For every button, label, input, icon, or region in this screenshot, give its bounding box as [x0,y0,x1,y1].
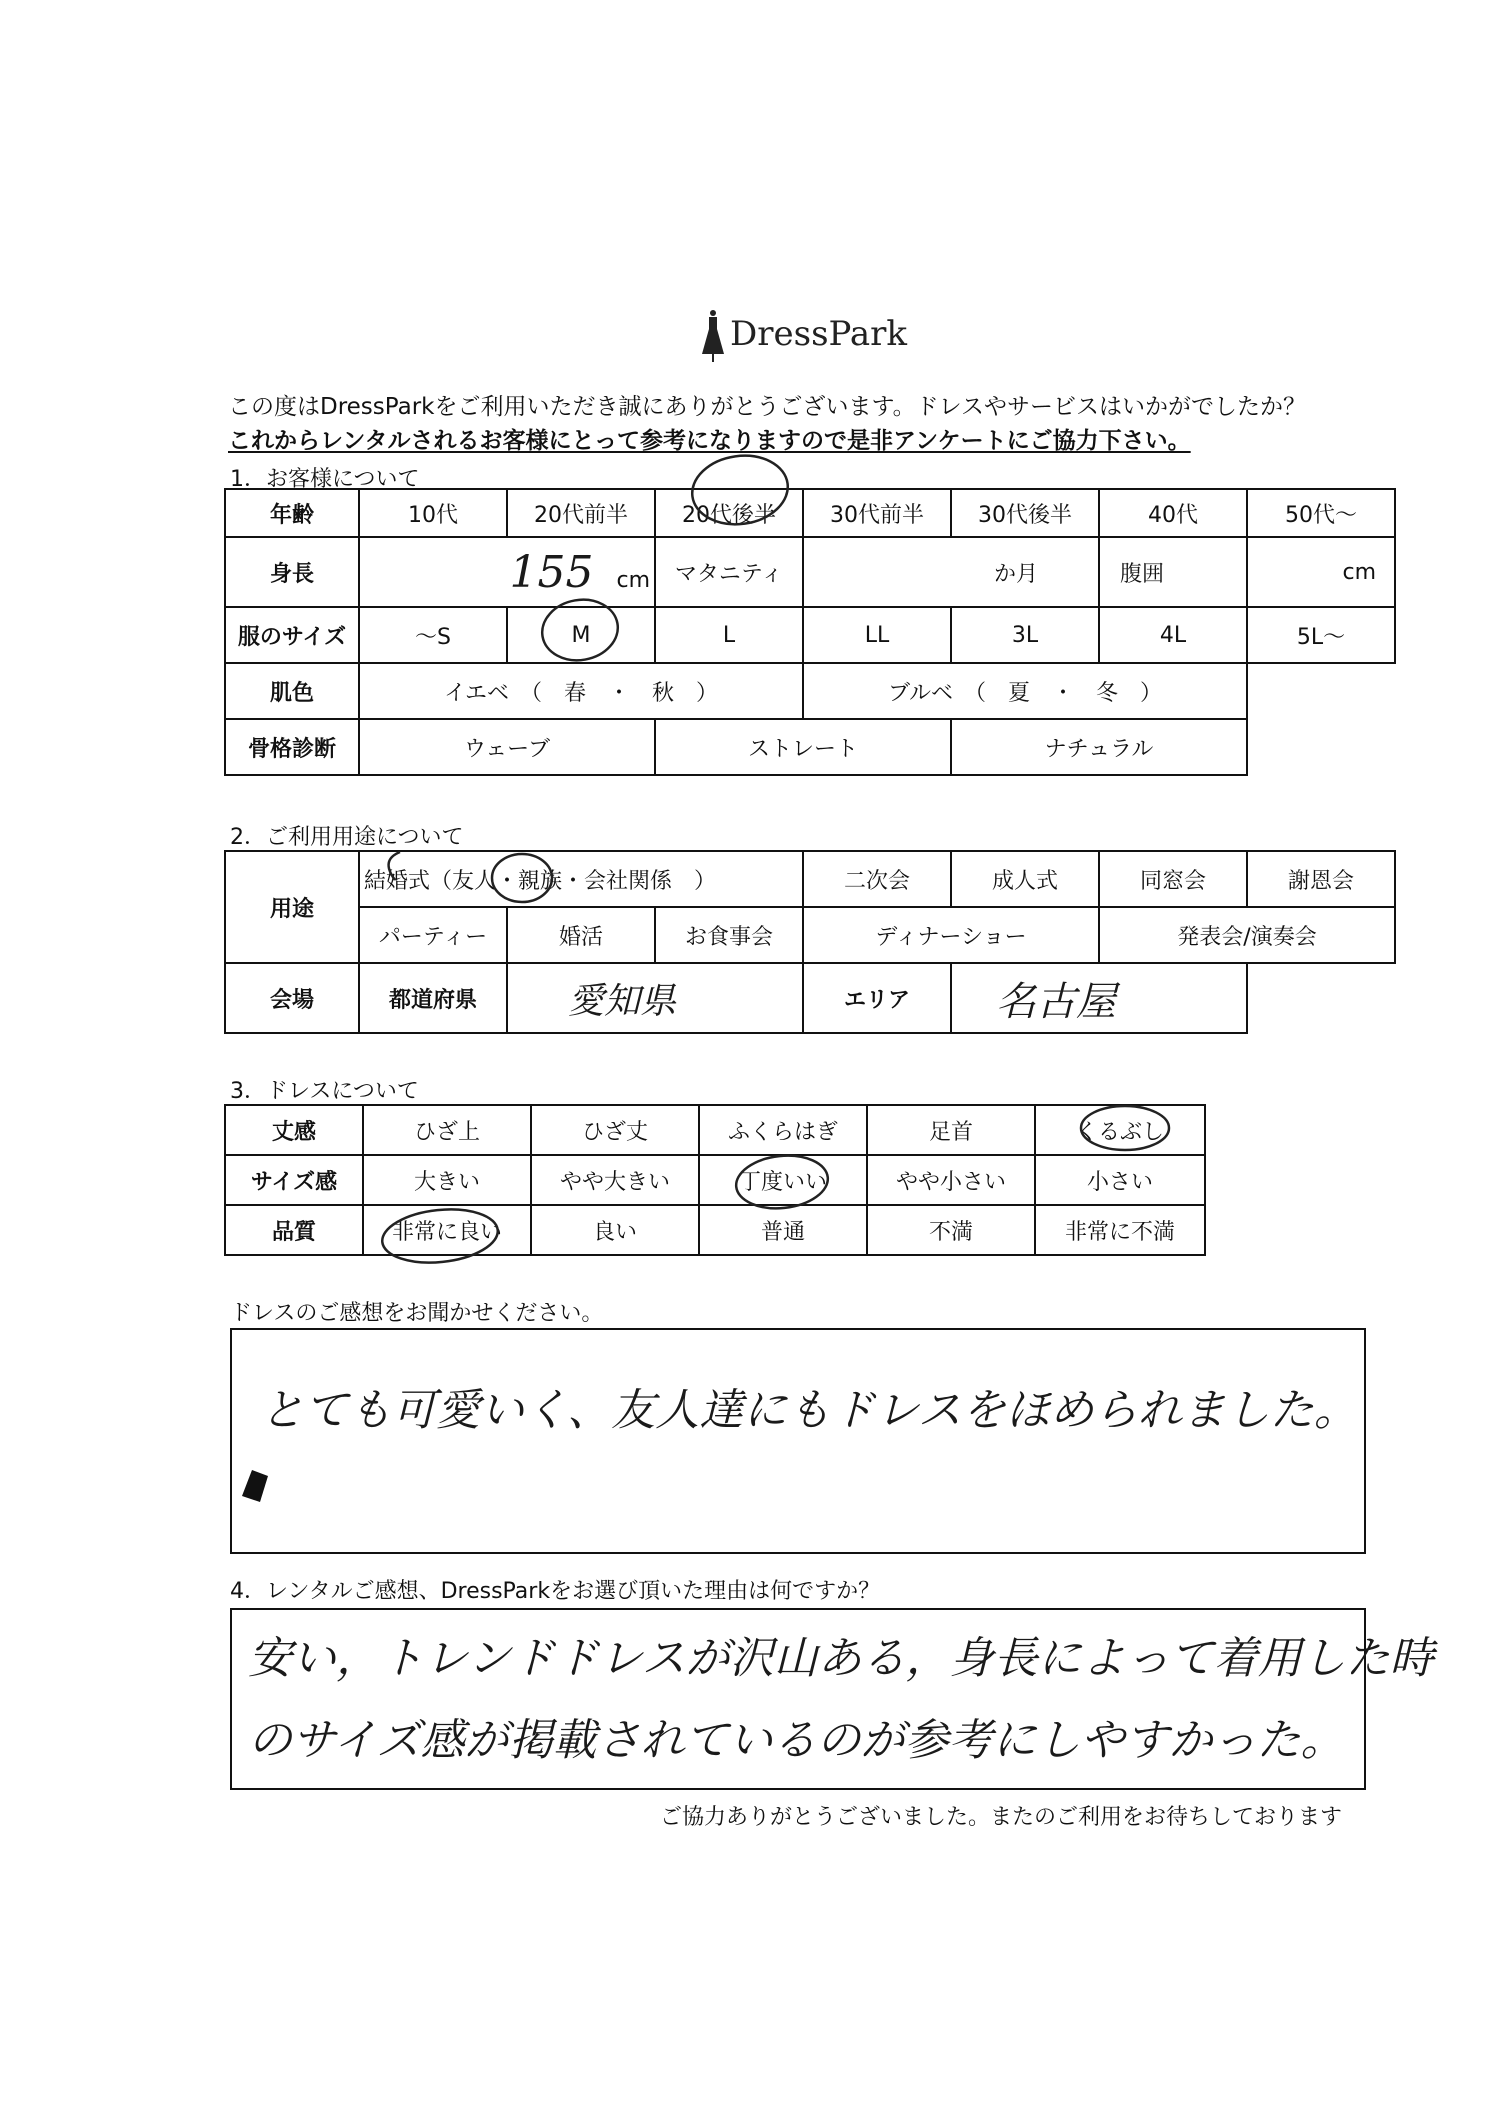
fit-option[interactable]: やや大きい [531,1155,699,1205]
height-value: 155 [509,546,594,598]
dresspark-logo [700,308,908,364]
section-3-title: 3．ドレスについて [230,1079,419,1104]
prefecture-field[interactable] [507,963,803,1033]
impression-answer: とても可愛いく、友人達にもドレスをほめられました。 [260,1385,1358,1436]
height-unit: cm [616,567,650,593]
size-option[interactable]: ～S [359,607,507,663]
size-label: 服のサイズ [225,607,359,663]
usage-option[interactable]: 二次会 [803,851,951,907]
size-option[interactable]: 4L [1099,607,1247,663]
intro-line-1: この度はDressParkをご利用いただき誠にありがとうございます。ドレスやサービスはいかがでしたか？ [228,394,1306,420]
fit-option-selected[interactable]: 丁度いい [699,1155,867,1205]
size-option[interactable]: L [655,607,803,663]
brand-name: DressPark [730,314,908,354]
age-label: 年齢 [225,489,359,537]
height-field[interactable] [359,537,655,607]
reason-answer-line-1: 安い，トレンドドレスが沢山ある，身長によって着用した時 [248,1633,1434,1684]
venue-label: 会場 [225,963,359,1033]
section-1-title: 1．お客様について [230,467,420,492]
belly-unit[interactable]: cm [1247,537,1395,607]
skin-yellow-option[interactable]: イエベ （ 春 ・ 秋 ） [359,663,803,719]
size-option-selected[interactable]: M [507,607,655,663]
usage-option[interactable]: 成人式 [951,851,1099,907]
age-option[interactable]: 30代後半 [951,489,1099,537]
length-option-selected[interactable]: くるぶし [1035,1105,1205,1155]
size-option[interactable]: 3L [951,607,1099,663]
frame-option[interactable]: ストレート [655,719,951,775]
dress-icon [700,308,726,364]
frame-option[interactable]: ウェーブ [359,719,655,775]
usage-label: 用途 [225,851,359,963]
quality-option[interactable]: 非常に不満 [1035,1205,1205,1255]
usage-option[interactable]: 発表会/演奏会 [1099,907,1395,963]
relatives-label: ・親族・会社関係 ） [496,868,717,894]
frame-option[interactable]: ナチュラル [951,719,1247,775]
height-label: 身長 [225,537,359,607]
reason-answer-line-2: のサイズ感が掲載されているのが参考にしやすかった。 [248,1715,1345,1766]
section-2-title: 2．ご利用用途について [230,825,464,850]
belly-label: 腹囲 [1099,537,1247,607]
age-option[interactable]: 20代前半 [507,489,655,537]
usage-option[interactable]: ディナーショー [803,907,1099,963]
wedding-option[interactable] [359,851,803,907]
skin-label: 肌色 [225,663,359,719]
area-label: エリア [803,963,951,1033]
length-option[interactable]: 足首 [867,1105,1035,1155]
prefecture-label: 都道府県 [359,963,507,1033]
fit-option[interactable]: 小さい [1035,1155,1205,1205]
impression-box[interactable] [230,1328,1366,1554]
maternity-label: マタニティ [655,537,803,607]
area-field[interactable] [951,963,1247,1033]
age-option[interactable]: 40代 [1099,489,1247,537]
maternity-months-field[interactable]: か月 [803,537,1099,607]
fit-option[interactable]: 大きい [363,1155,531,1205]
wedding-label: 結婚式（ [364,868,453,894]
friend-option-selected[interactable]: 友人 [452,868,497,894]
fit-option[interactable]: やや小さい [867,1155,1035,1205]
area-value: 名古屋 [996,978,1116,1025]
age-option-selected[interactable]: 20代後半 [655,489,803,537]
skin-blue-option[interactable]: ブルベ （ 夏 ・ 冬 ） [803,663,1247,719]
fit-label: サイズ感 [225,1155,363,1205]
section-4-title: 4．レンタルご感想、DressParkをお選び頂いた理由は何ですか？ [230,1579,881,1604]
age-option[interactable]: 30代前半 [803,489,951,537]
size-option[interactable]: 5L～ [1247,607,1395,663]
impression-prompt: ドレスのご感想をお聞かせください。 [230,1301,604,1326]
quality-option[interactable]: 良い [531,1205,699,1255]
usage-option[interactable]: お食事会 [655,907,803,963]
quality-label: 品質 [225,1205,363,1255]
usage-option[interactable]: 謝恩会 [1247,851,1395,907]
usage-option[interactable]: 同窓会 [1099,851,1247,907]
length-option[interactable]: ひざ丈 [531,1105,699,1155]
age-option[interactable]: 10代 [359,489,507,537]
usage-table [224,850,1396,1034]
closing-message: ご協力ありがとうございました。またのご利用をお待ちしております [660,1805,1343,1830]
size-option[interactable]: LL [803,607,951,663]
length-option[interactable]: ふくらはぎ [699,1105,867,1155]
dress-table [224,1104,1206,1256]
frame-label: 骨格診断 [225,719,359,775]
age-option[interactable]: 50代～ [1247,489,1395,537]
quality-option[interactable]: 普通 [699,1205,867,1255]
prefecture-value: 愛知県 [568,980,677,1022]
quality-option-selected[interactable]: 非常に良い [363,1205,531,1255]
ink-scribble-icon [238,1466,272,1506]
usage-option[interactable]: パーティー [359,907,507,963]
reason-box[interactable] [230,1608,1434,1790]
length-label: 丈感 [225,1105,363,1155]
customer-table [224,488,1396,776]
length-option[interactable]: ひざ上 [363,1105,531,1155]
usage-option[interactable]: 婚活 [507,907,655,963]
intro-line-2: これからレンタルされるお客様にとって参考になりますので是非アンケートにご協力下さい。 [228,428,1191,454]
quality-option[interactable]: 不満 [867,1205,1035,1255]
